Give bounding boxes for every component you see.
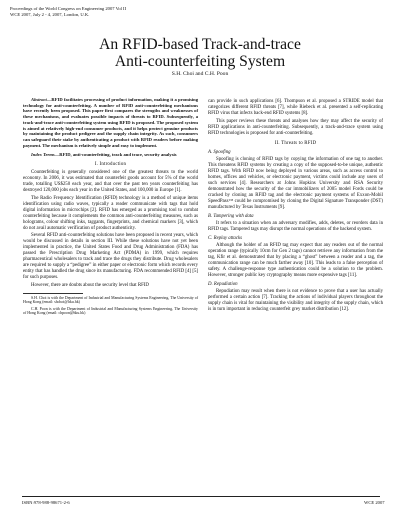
- footnote-divider: [23, 293, 83, 294]
- section-heading-threats: II. Threats to RFID: [274, 140, 317, 146]
- subsection-heading-repudiation: D. Repudiation: [208, 281, 238, 287]
- body-paragraph: can provide in such applications [6]. Thompson et al. proposed a STRIDE model that categorizes different RFID threats [7], while Riebeck et al. presented a self-replicating RFID virus that infects back-end RFID systems [8].: [208, 99, 383, 116]
- intro-paragraph: Counterfeiting is generally considered one of the greatest threats to the world economy. In 2006, it was estimated that counterfeit goods account for 5% of the world trade, totalling US$250 each year, and that over the past ten years counterfeiting has destroyed 120,000 jobs each year in the United States, and 100,000 in Europe [1].: [23, 170, 198, 194]
- index-terms-text: —RFID, anti-counterfeiting, track and trace, security analysis: [54, 152, 177, 158]
- intro-paragraph: However, there are doubts about the security level that RFID: [31, 282, 149, 288]
- intro-paragraph: The Radio Frequency Identification (RFID) technology is a method of unique items identification using radio waves, typically a reader communicate with tags that hold digital information in microchips [2]. RFID has emerged as a promising tool to combat counterfeiting because it complements the common anti-counterfeiting measures, such as holograms, colour shifting inks, taggants, fingerprints, and chemical markers [3], which do not avail automatic verification of product authenticity.: [23, 195, 198, 231]
- abstract-text: —RFID facilitates processing of product information, making it a promising technology for anti-counterfeiting. A number of RFID anti-counterfeiting mechanisms have recently been proposed. This paper first compares the strengths and weaknesses of these mechanisms, and evaluates possible impacts of threats to RFID. Subsequently, a track-and-trace anti-counterfeiting system using RFID is proposed. The proposed system is aimed at relatively high-end consumer products, and it helps protect genuine products by maintaining the product pedigree and the supply chain integrity. As such, consumers can safeguard their stake by authenticating a product with RFID readers before making payment. The mechanism is relatively simple and easy to implement.: [23, 97, 198, 148]
- author-footnote: C.H. Poon is with the Department of Industrial and Manufacturing Systems Engineering, The University of Hong Kong (email: chpoon@hku.hk): [23, 306, 198, 316]
- body-paragraph: Spoofing is cloning of RFID tags by copying the information of one tag to another. This threatens RFID systems by creating a copy of the supposed-to-be unique, authentic RFID tags. With RFID now being deployed in various areas, such as access control to homes, offices and vehicles, or electronic payment, victims could include any users of such services [4]. Researchers at Johns Hopkins University and RSA Security demonstrated how the security of the car immobilizers of 2005 model Fords could be cracked by cloning an RFID tag and the electronic payment systems of Exxon-Mobil SpeedPass™ could be compromised by cloning the Digital Signature Transponder (DST) manufactured by Texas Instruments [9].: [208, 156, 383, 210]
- footer-divider: [22, 496, 380, 497]
- subsection-heading-replay: C. Replay attacks: [208, 235, 243, 241]
- abstract-label: Abstract: [31, 97, 47, 102]
- body-paragraph: This paper reviews these threats and analyses how they may affect the security of RFID applications in anti-counterfeiting. Subsequently, a track-and-trace system using RFID technologies is proposed for anti-counterfeiting.: [208, 118, 383, 136]
- right-column: [208, 99, 383, 314]
- body-paragraph: It refers to a situation when an adversary modifies, adds, deletes, or reorders data in RFID tags. Tampered tags may disrupt the normal operations of the backend system.: [208, 220, 383, 232]
- title-line-2: Anti-counterfeiting System: [114, 53, 286, 70]
- conference-footer: WCE 2007: [364, 500, 385, 505]
- running-header: [10, 6, 126, 17]
- body-paragraph: Repudiation may result when there is not evidence to prove that a user has actually performed a certain action [7]. Tracking the actions of individual players throughout the supply chain is vital for maintaining the visibility and integrity of the supply chain, which is in turn important in reducing counterfeit grey market distribution [12].: [208, 288, 383, 312]
- author-footnote: S.H. Choi is with the Department of Industrial and Manufacturing Systems Engineering, The University of Hong Kong (email: shchoi@hku.hk): [23, 295, 198, 305]
- paper-title: [0, 36, 400, 70]
- left-column: [23, 97, 198, 317]
- header-line-1: Proceedings of the World Congress on Engineering 2007 Vol II: [10, 6, 127, 11]
- isbn-footer: ISBN:978-988-98671-2-6: [22, 500, 70, 505]
- title-line-1: An RFID-based Track-and-trace: [99, 36, 301, 53]
- authors: S.H. Choi and C.H. Poon: [171, 71, 229, 77]
- subsection-heading-tampering: B. Tampering with data: [208, 213, 254, 219]
- subsection-heading-spoofing: A. Spoofing: [208, 149, 231, 155]
- header-line-2: WCE 2007, July 2 - 4, 2007, London, U.K.: [10, 11, 90, 17]
- index-terms: [23, 152, 198, 158]
- abstract: [23, 97, 198, 148]
- body-paragraph: Although the holder of an RFID tag may expect that any readers out of the normal operation range (typically 10cm for Gen 2 tags) cannot retrieve any information from the tag, Kfir et al. demonstrated that by placing a “ghost” between a reader and a tag, the communication range can be much farther away [10]. This leads to a false perception of safety. A challenge-response type authentication could be a solution to the problem. However, stronger public key cryptography means more expensive tags [11].: [208, 242, 383, 278]
- section-heading-introduction: I. Introduction: [94, 162, 127, 168]
- index-terms-label: Index Terms: [31, 152, 55, 158]
- intro-paragraph: Several RFID anti-counterfeiting solutions have been proposed in recent years, which would be discussed in details in section III. While these solutions have not yet been implemented in practice, the United States Food and Drug Administration (FDA) has passed the Prescription Drug Marketing Act (PDMA) in 1999, which requires pharmaceutical wholesalers to track and trace the drugs they distribute. Drug wholesalers are required to supply a “pedigree” in either paper or electronic form which records every entity that has handled the drug since its manufacturing. FDA recommended RFID [4] [5] for such purposes.: [23, 233, 198, 281]
